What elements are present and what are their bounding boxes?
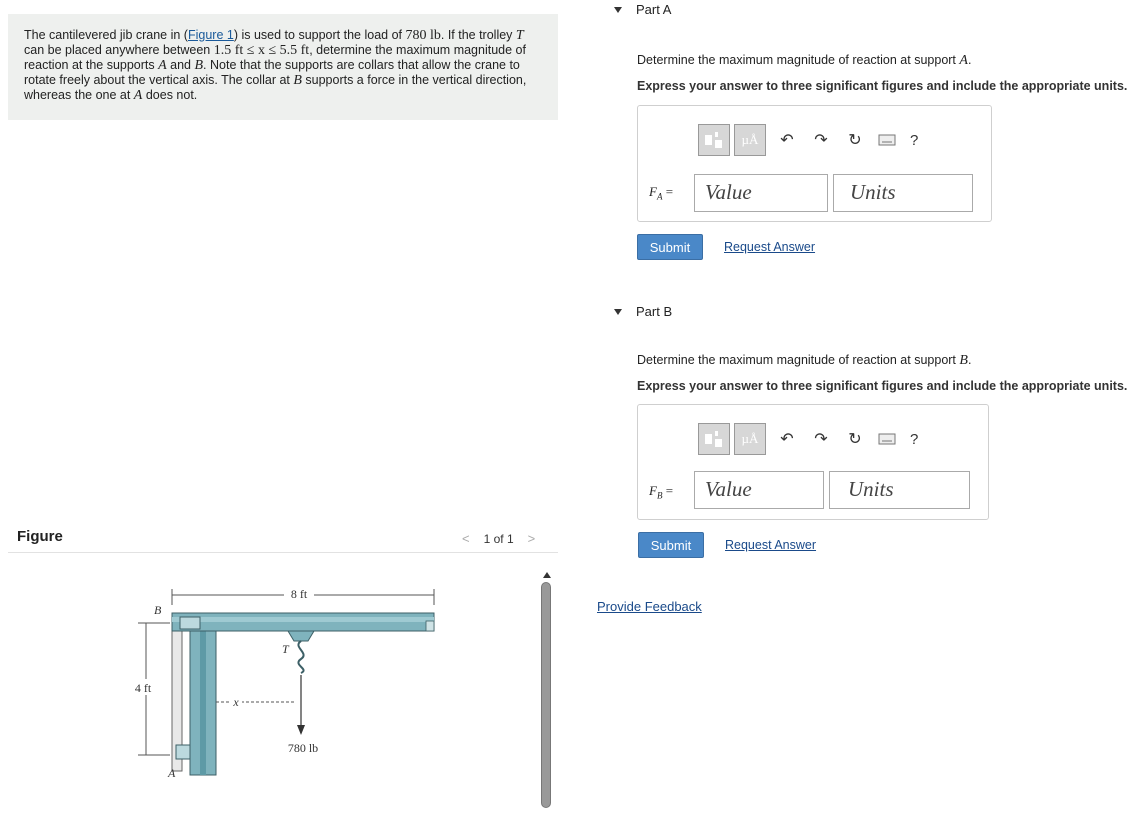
part-b-request-answer-link[interactable]: Request Answer — [725, 538, 817, 552]
x-label: x — [233, 695, 239, 709]
support-b-variable: B — [194, 58, 204, 73]
units-icon: µÅ — [741, 132, 759, 147]
question-text: . — [967, 353, 972, 367]
support-a-variable: A — [133, 88, 143, 103]
prev-figure-button[interactable]: < — [462, 531, 470, 546]
figure-pager — [462, 531, 535, 546]
part-a-header[interactable] — [614, 2, 671, 17]
reset-icon[interactable]: ↻ — [848, 431, 862, 448]
part-a-title: Part A — [636, 2, 672, 17]
fb-label — [649, 483, 673, 501]
pager-text: 1 of 1 — [483, 531, 514, 546]
reset-icon[interactable]: ↻ — [848, 132, 862, 149]
question-text: Determine the maximum magnitude of reaction at support — [637, 353, 960, 367]
templates-button[interactable] — [698, 423, 730, 455]
problem-text: does not. — [142, 88, 198, 102]
support-b-variable: B — [293, 73, 302, 88]
collar-b — [180, 617, 200, 629]
support-b-label: B — [154, 603, 162, 617]
fa-label — [649, 184, 673, 202]
part-a-instruction: Express your answer to three significant figures and include the appropriate units. — [637, 79, 1128, 93]
fb-value-input[interactable]: Value — [694, 471, 824, 509]
collapse-caret-icon — [614, 309, 622, 315]
collapse-caret-icon — [614, 7, 622, 13]
problem-text: supports a force in the vertical direction, whereas the one at — [24, 73, 527, 102]
fb-units-input[interactable]: Units — [829, 471, 970, 509]
hook — [298, 641, 303, 673]
units-button[interactable] — [734, 423, 766, 455]
redo-icon[interactable]: ↷ — [814, 132, 828, 149]
question-text: . — [967, 53, 972, 67]
templates-icon — [704, 131, 724, 149]
scrollbar-thumb[interactable] — [541, 582, 551, 808]
templates-button[interactable] — [698, 124, 730, 156]
trolley-variable: T — [515, 28, 524, 43]
load-label: 780 lb — [287, 741, 319, 755]
collar-a — [176, 745, 190, 759]
problem-text: . If the trolley — [440, 28, 513, 42]
problem-text: ) is used to support the load of — [233, 28, 406, 42]
support-a-variable: A — [158, 58, 167, 73]
part-b-title: Part B — [636, 304, 673, 319]
question-variable: A — [959, 53, 968, 68]
height-label: 4 ft — [134, 681, 152, 695]
part-a-submit-button[interactable]: Submit — [637, 234, 703, 260]
part-a-toolbar — [698, 124, 918, 156]
figure-scrollbar[interactable] — [541, 572, 553, 808]
units-button[interactable] — [734, 124, 766, 156]
question-variable: B — [959, 353, 968, 368]
part-b-submit-button[interactable]: Submit — [638, 532, 704, 558]
units-icon: µÅ — [741, 431, 759, 446]
problem-statement — [24, 28, 544, 103]
equals-sign: = — [662, 483, 674, 498]
figure-heading: Figure — [17, 528, 63, 545]
problem-text: The cantilevered jib crane in ( — [24, 28, 188, 42]
variable-subscript: B — [656, 490, 663, 501]
fa-value-input[interactable]: Value — [694, 174, 828, 212]
support-a-label: A — [168, 766, 176, 780]
part-a-question — [637, 53, 971, 69]
problem-text: . Note that the supports are collars that allow the crane to rotate freely about the vertical axis. The collar at — [24, 58, 520, 87]
equals-sign: = — [662, 184, 674, 199]
variable-main: F — [649, 184, 657, 199]
undo-icon[interactable]: ↶ — [780, 431, 794, 448]
trolley-label: T — [282, 642, 289, 656]
part-b-question — [637, 353, 971, 369]
part-b-instruction: Express your answer to three significant figures and include the appropriate units. — [637, 379, 1128, 393]
fa-units-input[interactable]: Units — [833, 174, 973, 212]
jib-crane-figure — [120, 575, 450, 790]
trolley — [288, 631, 314, 641]
help-icon[interactable]: ? — [910, 131, 919, 149]
range-expression: 1.5 ft ≤ x ≤ 5.5 ft — [213, 43, 310, 58]
scroll-up-icon[interactable] — [543, 572, 551, 578]
variable-subscript: A — [656, 191, 663, 202]
keyboard-icon[interactable] — [878, 134, 896, 146]
figure-link[interactable]: Figure 1 — [187, 28, 234, 42]
help-icon[interactable]: ? — [910, 430, 919, 448]
keyboard-icon[interactable] — [878, 433, 896, 445]
divider — [8, 552, 558, 553]
variable-main: F — [649, 483, 657, 498]
question-text: Determine the maximum magnitude of reaction at support — [637, 53, 960, 67]
part-b-header[interactable] — [614, 304, 672, 319]
undo-icon[interactable]: ↶ — [780, 132, 794, 149]
problem-text: and — [166, 58, 195, 72]
part-a-request-answer-link[interactable]: Request Answer — [724, 240, 816, 254]
next-figure-button[interactable]: > — [527, 531, 536, 546]
load-value: 780 lb — [405, 28, 441, 43]
problem-text: , determine the maximum magnitude of reaction at the supports — [24, 43, 526, 72]
provide-feedback-link[interactable]: Provide Feedback — [597, 599, 702, 614]
redo-icon[interactable]: ↷ — [814, 431, 828, 448]
part-b-toolbar — [698, 423, 918, 455]
templates-icon — [704, 430, 724, 448]
span-label: 8 ft — [290, 587, 308, 601]
problem-text: can be placed anywhere between — [24, 43, 214, 57]
